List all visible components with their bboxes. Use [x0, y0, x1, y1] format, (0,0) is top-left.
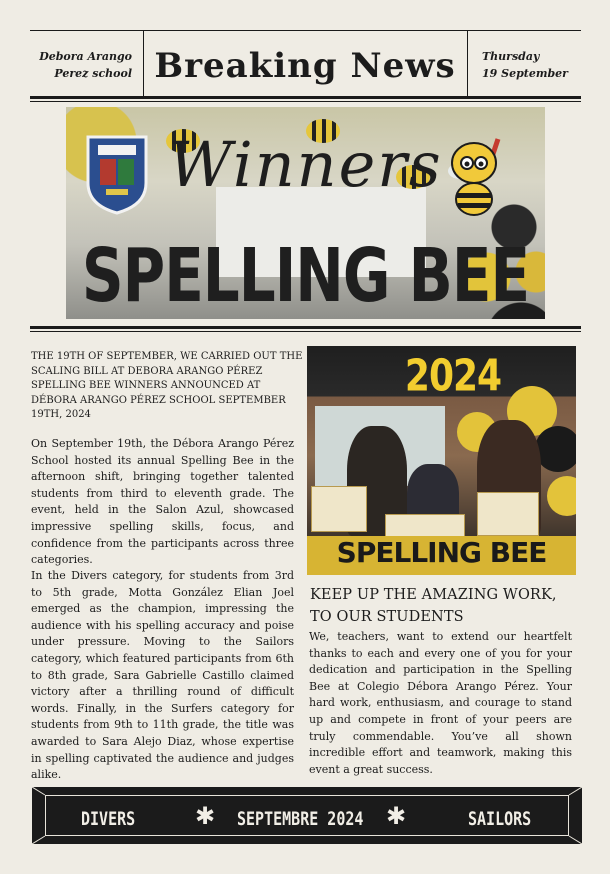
bee-mascot-icon — [438, 135, 510, 219]
balloon-shape — [535, 426, 576, 472]
section-rule-thin — [30, 331, 581, 332]
header-divider-right — [467, 31, 468, 96]
school-line-1: Debora Arango — [39, 50, 132, 63]
school-line-2: Perez school — [54, 67, 132, 80]
footer-left-label: DIVERS — [81, 807, 136, 830]
diploma-shape — [311, 486, 367, 532]
star-icon: ✱ — [386, 802, 407, 830]
issue-date — [482, 48, 582, 82]
photo-banner-text: SPELLING BEE — [307, 536, 576, 575]
balloon-shape — [547, 476, 576, 516]
school-name — [36, 48, 132, 82]
hero-script-title: Winners — [168, 128, 443, 201]
hero-main-title: SPELLING BEE — [81, 231, 530, 319]
section-rule-thick — [30, 326, 581, 329]
star-icon: ✱ — [195, 802, 216, 830]
message-body: We, teachers, want to extend our heartfelt thanks to each and every one of you for your dedication and participation in the Spelling Bee at Colegio Débora Arango Pérez. Your hard work, enthusiasm, and courage to stand up and compete in front of your peers are truly commendable. You’ve all shown incredible effort and teamwork, making this event a great success. — [309, 630, 572, 776]
header-rule-thin — [30, 101, 581, 102]
footer-center-label: SEPTEMBRE 2024 — [237, 807, 364, 830]
winners-photo — [307, 346, 576, 575]
hero-banner-image — [66, 107, 545, 319]
article-paragraph-2: In the Divers category, for students from 3rd to 5th grade, Motta González Elian Joel emerged as the champion, impressing the audience with his spelling accuracy and poise under pressure. Moving to the Sailors category, which featured participants from 6th to 8th grade, Sara Gabrielle Castillo claimed victory after a thrilling round of difficult words. Finally, in the Surfers category for students from 9th to 11th grade, the title was awarded to Sara Alejo Diaz, whose expertise in spelling captivated the audience and judges alike. — [31, 569, 294, 782]
top-rule-thin — [30, 30, 581, 31]
article-paragraph-1: On September 19th, the Débora Arango Pérez School hosted its annual Spelling Bee in the afternoon shift, bringing together talented students from third to eleventh grade. The event, held in the Salon Azul, showcased impressive spelling skills, focus, and confidence from the participants across three categories. — [31, 437, 294, 567]
footer-bar — [32, 787, 582, 844]
diploma-shape — [477, 492, 539, 536]
footer-right-label: SAILORS — [468, 807, 532, 830]
issue-date-text: 19 September — [482, 67, 568, 80]
masthead-title: Breaking News — [154, 46, 456, 86]
photo-year-sign: 2024 — [404, 352, 502, 402]
header-divider-left — [143, 31, 144, 96]
lead-headline: THE 19TH OF SEPTEMBER, WE CARRIED OUT THE SCALING BILL AT DEBORA ARANGO PÉREZ SPELLING BEE WINNERS ANNOUNCED AT DÉBORA ARANGO PÉREZ SCHOOL SEPTEMBER 19TH, 2024 — [31, 351, 303, 420]
message-headline: KEEP UP THE AMAZING WORK, TO OUR STUDENTS — [310, 587, 557, 625]
issue-day: Thursday — [482, 50, 540, 63]
header-rule-thick — [30, 96, 581, 99]
